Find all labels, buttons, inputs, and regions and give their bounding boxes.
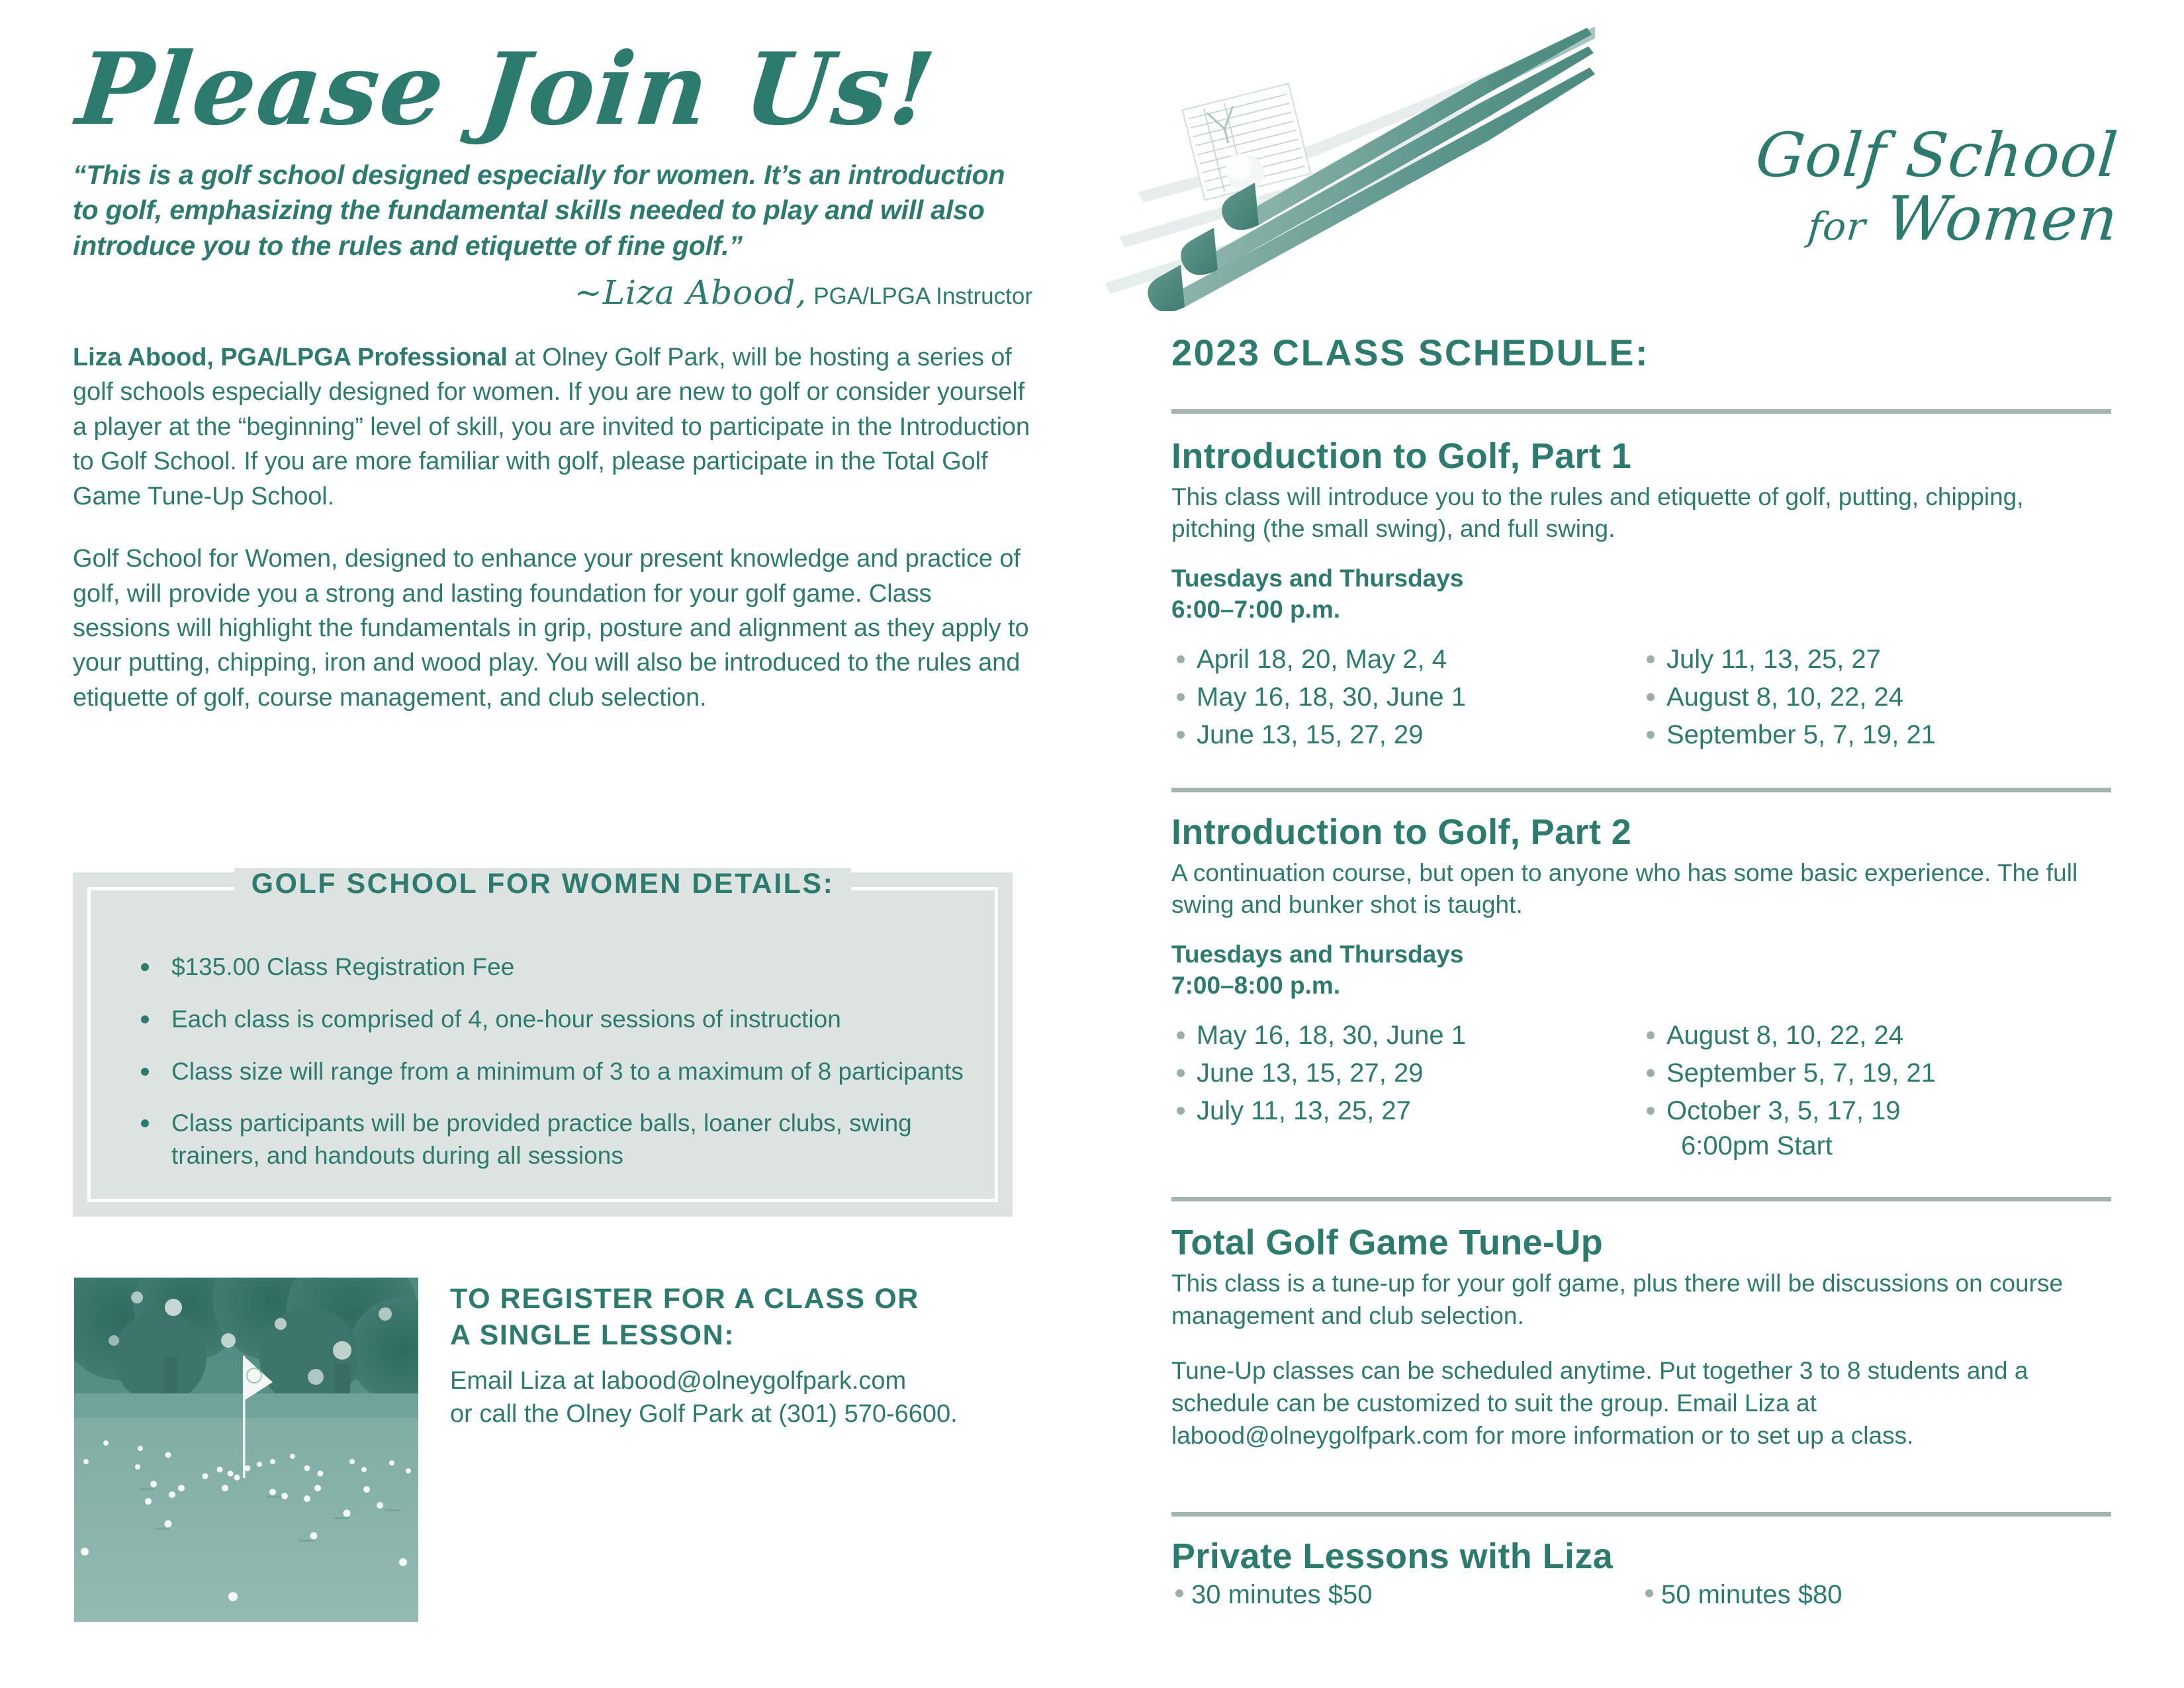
list-item: August 8, 10, 22, 24: [1641, 1018, 2111, 1053]
tuneup-paragraph-2: Tune-Up classes can be scheduled anytime. Put together 3 to 8 students and a schedule can be customized to suit the group. Email Liza at labood@olneygolfpark.com for more information or to set up a class.: [1171, 1357, 2028, 1449]
section-schedule-when: [1171, 563, 2111, 626]
section-private-lessons: [1171, 1537, 2111, 1612]
list-item: May 16, 18, 30, June 1: [1171, 680, 1641, 715]
register-phone-line[interactable]: or call the Olney Golf Park at (301) 570-6600.: [450, 1400, 958, 1429]
section-days: Tuesdays and Thursdays: [1171, 564, 1464, 592]
list-item: September 5, 7, 19, 21: [1641, 718, 2111, 753]
private-lesson-options: [1171, 1577, 2111, 1612]
section-heading: Introduction to Golf, Part 1: [1171, 436, 1632, 476]
register-title-line1: TO REGISTER FOR A CLASS OR: [450, 1283, 919, 1315]
divider: [1171, 1512, 2111, 1517]
register-block: [450, 1281, 1046, 1430]
divider: [1171, 788, 2111, 792]
date-list-left: [1171, 1018, 1641, 1166]
divider: [1171, 409, 2111, 414]
section-heading: Total Golf Game Tune-Up: [1171, 1223, 1604, 1262]
details-box-inner-border: [87, 868, 998, 1202]
details-box: [73, 868, 1013, 1217]
section-heading: Introduction to Golf, Part 2: [1171, 812, 1632, 852]
instructor-name-bold: Liza Abood, PGA/LPGA Professional: [73, 343, 508, 371]
details-box-title: [91, 868, 995, 900]
list-item: April 18, 20, May 2, 4: [1171, 642, 1641, 677]
instructor-role: PGA/LPGA Instructor: [813, 283, 1032, 309]
register-title-line2: A SINGLE LESSON:: [450, 1319, 735, 1352]
date-columns: [1171, 1018, 2111, 1166]
date-columns: [1171, 642, 2111, 755]
section-description: This class will introduce you to the rules and etiquette of golf, putting, chipping, pitching (the small swing), and full swing.: [1171, 483, 2024, 543]
date-list-right: [1641, 1018, 2111, 1166]
date-start-note: 6:00pm Start: [1681, 1131, 1833, 1160]
golf-clubs-illustration: [1092, 26, 1595, 311]
golf-school-for-women-logo: [1628, 120, 2121, 255]
list-item: Each class is comprised of 4, one-hour sessions of instruction: [130, 1004, 968, 1036]
date-list-left: [1171, 642, 1641, 755]
list-item: June 13, 15, 27, 29: [1171, 718, 1641, 753]
section-heading: Private Lessons with Liza: [1171, 1536, 1614, 1576]
intro-paragraph-1: [73, 340, 1032, 514]
date-list-right: [1641, 642, 2111, 755]
section-intro-part-1: [1171, 437, 2111, 755]
pull-quote: “This is a golf school designed especially for women. It’s an introduction to golf, emphasizing the fundamental skills needed to play and will also introduce you to the rules and etiquette of fine golf.”: [73, 160, 1005, 261]
schedule-title: 2023 CLASS SCHEDULE:: [1171, 332, 1650, 373]
private-option-right: [1641, 1577, 2111, 1612]
left-column: [71, 31, 1032, 715]
intro-paragraph-2: Golf School for Women, designed to enhance your present knowledge and practice of golf, will provide you a strong and lasting foundation for your golf game. Class sessions will highlight the fundamentals in grip, posture and alignment as they apply to your putting, chipping, iron and wood play. You will also be introduced to the rules and etiquette of golf, course management, and club selection.: [73, 545, 1029, 712]
logo-line-2: [1625, 183, 2121, 255]
intro-paragraph-1-rest: at Olney Golf Park, will be hosting a series of golf schools especially designed for women. If you are new to golf or consider yourself a player at the “beginning” level of skill, you are invited to participate in the Introduction to Golf School. If you are more familiar with golf, please participate in the Total Golf Game Tune-Up School.: [73, 343, 1030, 510]
list-item: 30 minutes $50: [1171, 1577, 1641, 1612]
list-item: August 8, 10, 22, 24: [1641, 680, 2111, 715]
register-title: [450, 1281, 1046, 1354]
section-days: Tuesdays and Thursdays: [1171, 940, 1464, 968]
signature-text: ~Liza Abood,: [574, 273, 807, 312]
section-time: 6:00–7:00 p.m.: [1171, 595, 1341, 623]
private-option-left: [1171, 1577, 1641, 1612]
list-item: July 11, 13, 25, 27: [1171, 1094, 1641, 1129]
logo-women-word: Women: [1883, 183, 2121, 255]
section-schedule-when: [1171, 939, 2111, 1002]
tuneup-paragraph-1: This class is a tune-up for your golf game, plus there will be discussions on course management and club selection.: [1171, 1270, 2064, 1330]
page-headline: Please Join Us!: [71, 31, 942, 148]
details-box-title-text: GOLF SCHOOL FOR WOMEN DETAILS:: [234, 868, 852, 900]
date-text: October 3, 5, 17, 19: [1666, 1096, 1901, 1125]
list-item: Class participants will be provided practice balls, loaner clubs, swing trainers, and handouts during all sessions: [130, 1107, 968, 1172]
golf-green-photo: [74, 1278, 418, 1622]
list-item: 50 minutes $80: [1641, 1577, 2111, 1612]
list-item: July 11, 13, 25, 27: [1641, 642, 2111, 677]
register-contact: [450, 1364, 1046, 1430]
list-item: Class size will range from a minimum of 3 to a maximum of 8 participants: [130, 1056, 968, 1088]
section-total-golf-game-tune-up: [1171, 1223, 2111, 1452]
section-description: A continuation course, but open to anyone who has some basic experience. The full swing and bunker shot is taught.: [1171, 859, 2078, 919]
logo-line-1: Golf School: [1752, 120, 2121, 191]
list-item: September 5, 7, 19, 21: [1641, 1056, 2111, 1091]
quote-attribution: [73, 273, 1032, 312]
logo-for-word: for: [1806, 204, 1868, 250]
list-item: May 16, 18, 30, June 1: [1171, 1018, 1641, 1053]
divider: [1171, 1197, 2111, 1201]
section-time: 7:00–8:00 p.m.: [1171, 971, 1341, 999]
list-item: [1641, 1094, 2111, 1164]
details-list: [130, 951, 968, 1192]
list-item: $135.00 Class Registration Fee: [130, 951, 968, 984]
list-item: June 13, 15, 27, 29: [1171, 1056, 1641, 1091]
register-email-line[interactable]: Email Liza at labood@olneygolfpark.com: [450, 1367, 907, 1395]
section-intro-part-2: [1171, 813, 2111, 1166]
